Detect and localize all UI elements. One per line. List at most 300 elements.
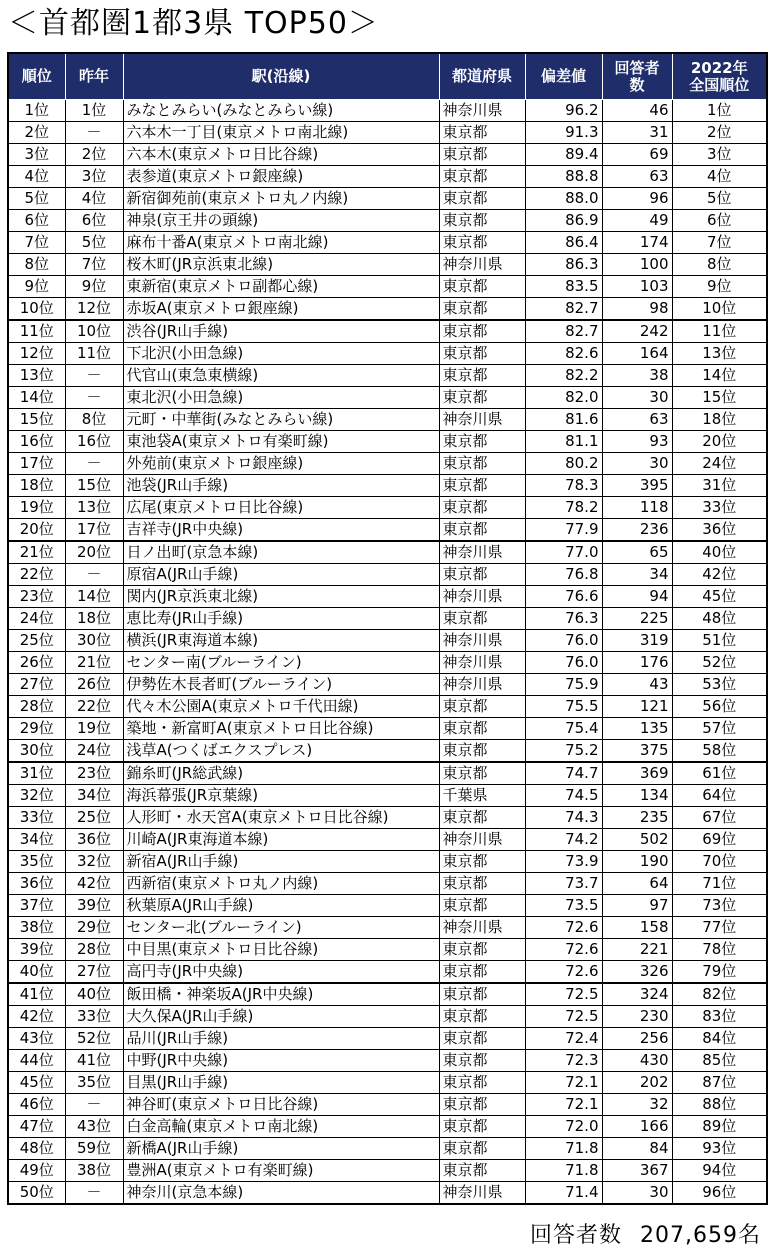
header-respondents: 回答者 数: [602, 53, 672, 100]
national-rank-cell: 70位: [672, 851, 767, 873]
table-row: [8, 762, 767, 785]
table-row: [8, 1072, 767, 1094]
deviation-cell: 75.2: [525, 740, 602, 763]
respondents-cell: 38: [602, 365, 672, 387]
national-rank-cell: 61位: [672, 762, 767, 785]
national-rank-cell: 88位: [672, 1094, 767, 1116]
rank-cell: 6位: [8, 210, 65, 232]
respondents-cell: 176: [602, 652, 672, 674]
station-cell: 東北沢(小田急線): [123, 387, 439, 409]
rank-cell: 19位: [8, 497, 65, 519]
ranking-table: [7, 52, 768, 1205]
last-year-cell: 7位: [65, 254, 123, 276]
station-cell: 神奈川(京急本線): [123, 1182, 439, 1205]
station-cell: 桜木町(JR京浜東北線): [123, 254, 439, 276]
rank-cell: 48位: [8, 1138, 65, 1160]
national-rank-cell: 73位: [672, 895, 767, 917]
deviation-cell: 72.6: [525, 917, 602, 939]
station-cell: 大久保A(JR山手線): [123, 1006, 439, 1028]
rank-cell: 27位: [8, 674, 65, 696]
station-cell: 豊洲A(東京メトロ有楽町線): [123, 1160, 439, 1182]
national-rank-cell: 20位: [672, 431, 767, 453]
respondents-cell: 34: [602, 564, 672, 586]
station-cell: 新宿A(JR山手線): [123, 851, 439, 873]
last-year-cell: 27位: [65, 961, 123, 984]
table-row: [8, 541, 767, 564]
respondents-cell: 49: [602, 210, 672, 232]
rank-cell: 47位: [8, 1116, 65, 1138]
station-cell: 白金高輪(東京メトロ南北線): [123, 1116, 439, 1138]
last-year-cell: 19位: [65, 718, 123, 740]
national-rank-cell: 64位: [672, 785, 767, 807]
deviation-cell: 72.6: [525, 939, 602, 961]
national-rank-cell: 31位: [672, 475, 767, 497]
deviation-cell: 72.3: [525, 1050, 602, 1072]
rank-cell: 16位: [8, 431, 65, 453]
rank-cell: 18位: [8, 475, 65, 497]
prefecture-cell: 東京都: [439, 1072, 525, 1094]
table-row: [8, 917, 767, 939]
table-row: [8, 807, 767, 829]
last-year-cell: 13位: [65, 497, 123, 519]
deviation-cell: 82.7: [525, 298, 602, 321]
respondents-cell: 324: [602, 983, 672, 1006]
respondents-cell: 93: [602, 431, 672, 453]
station-cell: 新橋A(JR山手線): [123, 1138, 439, 1160]
prefecture-cell: 神奈川県: [439, 409, 525, 431]
last-year-cell: 33位: [65, 1006, 123, 1028]
table-row: [8, 1028, 767, 1050]
national-rank-cell: 45位: [672, 586, 767, 608]
station-cell: 池袋(JR山手線): [123, 475, 439, 497]
table-row: [8, 519, 767, 542]
rank-cell: 49位: [8, 1160, 65, 1182]
table-row: [8, 983, 767, 1006]
last-year-cell: －: [65, 365, 123, 387]
station-cell: 元町・中華街(みなとみらい線): [123, 409, 439, 431]
prefecture-cell: 神奈川県: [439, 829, 525, 851]
respondents-cell: 367: [602, 1160, 672, 1182]
national-rank-cell: 9位: [672, 276, 767, 298]
deviation-cell: 73.9: [525, 851, 602, 873]
rank-cell: 38位: [8, 917, 65, 939]
respondents-cell: 134: [602, 785, 672, 807]
respondents-cell: 65: [602, 541, 672, 564]
prefecture-cell: 東京都: [439, 387, 525, 409]
table-row: [8, 365, 767, 387]
last-year-cell: 29位: [65, 917, 123, 939]
table-row: [8, 210, 767, 232]
prefecture-cell: 東京都: [439, 188, 525, 210]
deviation-cell: 81.1: [525, 431, 602, 453]
last-year-cell: 26位: [65, 674, 123, 696]
rank-cell: 5位: [8, 188, 65, 210]
respondents-cell: 164: [602, 343, 672, 365]
deviation-cell: 71.8: [525, 1138, 602, 1160]
prefecture-cell: 東京都: [439, 144, 525, 166]
respondents-cell: 31: [602, 122, 672, 144]
rank-cell: 33位: [8, 807, 65, 829]
prefecture-cell: 東京都: [439, 232, 525, 254]
prefecture-cell: 東京都: [439, 939, 525, 961]
table-row: [8, 1182, 767, 1205]
table-row: [8, 254, 767, 276]
national-rank-cell: 42位: [672, 564, 767, 586]
national-rank-cell: 2位: [672, 122, 767, 144]
rank-cell: 37位: [8, 895, 65, 917]
rank-cell: 36位: [8, 873, 65, 895]
table-row: [8, 387, 767, 409]
table-row: [8, 144, 767, 166]
deviation-cell: 82.7: [525, 320, 602, 343]
station-cell: 錦糸町(JR総武線): [123, 762, 439, 785]
deviation-cell: 96.2: [525, 100, 602, 122]
table-row: [8, 1160, 767, 1182]
station-cell: 関内(JR京浜東北線): [123, 586, 439, 608]
station-cell: 代々木公園A(東京メトロ千代田線): [123, 696, 439, 718]
station-cell: センター南(ブルーライン): [123, 652, 439, 674]
deviation-cell: 72.0: [525, 1116, 602, 1138]
station-cell: 海浜幕張(JR京葉線): [123, 785, 439, 807]
respondents-cell: 96: [602, 188, 672, 210]
prefecture-cell: 東京都: [439, 564, 525, 586]
last-year-cell: 38位: [65, 1160, 123, 1182]
deviation-cell: 72.1: [525, 1072, 602, 1094]
last-year-cell: －: [65, 122, 123, 144]
table-row: [8, 608, 767, 630]
prefecture-cell: 東京都: [439, 122, 525, 144]
rank-cell: 30位: [8, 740, 65, 763]
prefecture-cell: 東京都: [439, 608, 525, 630]
last-year-cell: 23位: [65, 762, 123, 785]
table-row: [8, 409, 767, 431]
national-rank-cell: 14位: [672, 365, 767, 387]
deviation-cell: 71.4: [525, 1182, 602, 1205]
respondents-cell: 174: [602, 232, 672, 254]
last-year-cell: 15位: [65, 475, 123, 497]
last-year-cell: 20位: [65, 541, 123, 564]
deviation-cell: 81.6: [525, 409, 602, 431]
deviation-cell: 74.5: [525, 785, 602, 807]
station-cell: 築地・新富町A(東京メトロ日比谷線): [123, 718, 439, 740]
table-row: [8, 1116, 767, 1138]
deviation-cell: 75.9: [525, 674, 602, 696]
rank-cell: 46位: [8, 1094, 65, 1116]
header-deviation: 偏差値: [525, 53, 602, 100]
prefecture-cell: 東京都: [439, 718, 525, 740]
rank-cell: 1位: [8, 100, 65, 122]
deviation-cell: 76.6: [525, 586, 602, 608]
last-year-cell: 3位: [65, 166, 123, 188]
prefecture-cell: 東京都: [439, 762, 525, 785]
last-year-cell: 41位: [65, 1050, 123, 1072]
rank-cell: 50位: [8, 1182, 65, 1205]
deviation-cell: 82.2: [525, 365, 602, 387]
table-row: [8, 343, 767, 365]
national-rank-cell: 89位: [672, 1116, 767, 1138]
respondents-cell: 202: [602, 1072, 672, 1094]
rank-cell: 34位: [8, 829, 65, 851]
station-cell: 新宿御苑前(東京メトロ丸ノ内線): [123, 188, 439, 210]
deviation-cell: 72.5: [525, 983, 602, 1006]
station-cell: 浅草A(つくばエクスプレス): [123, 740, 439, 763]
deviation-cell: 76.0: [525, 630, 602, 652]
deviation-cell: 91.3: [525, 122, 602, 144]
prefecture-cell: 神奈川県: [439, 630, 525, 652]
national-rank-cell: 87位: [672, 1072, 767, 1094]
rank-cell: 40位: [8, 961, 65, 984]
national-rank-cell: 51位: [672, 630, 767, 652]
header-last-year: 昨年: [65, 53, 123, 100]
national-rank-cell: 78位: [672, 939, 767, 961]
table-row: [8, 1006, 767, 1028]
rank-cell: 20位: [8, 519, 65, 542]
rank-cell: 45位: [8, 1072, 65, 1094]
deviation-cell: 72.5: [525, 1006, 602, 1028]
deviation-cell: 74.2: [525, 829, 602, 851]
deviation-cell: 86.3: [525, 254, 602, 276]
rank-cell: 9位: [8, 276, 65, 298]
deviation-cell: 82.6: [525, 343, 602, 365]
station-cell: 日ノ出町(京急本線): [123, 541, 439, 564]
deviation-cell: 76.3: [525, 608, 602, 630]
national-rank-cell: 94位: [672, 1160, 767, 1182]
rank-cell: 28位: [8, 696, 65, 718]
prefecture-cell: 神奈川県: [439, 917, 525, 939]
prefecture-cell: 東京都: [439, 740, 525, 763]
station-cell: 神泉(京王井の頭線): [123, 210, 439, 232]
rank-cell: 2位: [8, 122, 65, 144]
national-rank-cell: 58位: [672, 740, 767, 763]
last-year-cell: 4位: [65, 188, 123, 210]
station-cell: 中目黒(東京メトロ日比谷線): [123, 939, 439, 961]
national-rank-cell: 79位: [672, 961, 767, 984]
national-rank-cell: 84位: [672, 1028, 767, 1050]
table-row: [8, 895, 767, 917]
station-cell: 神谷町(東京メトロ日比谷線): [123, 1094, 439, 1116]
footer-total: [530, 1218, 761, 1249]
national-rank-cell: 6位: [672, 210, 767, 232]
prefecture-cell: 東京都: [439, 298, 525, 321]
respondents-cell: 502: [602, 829, 672, 851]
rank-cell: 13位: [8, 365, 65, 387]
respondents-cell: 30: [602, 387, 672, 409]
header-row: [8, 53, 767, 100]
station-cell: 目黒(JR山手線): [123, 1072, 439, 1094]
prefecture-cell: 東京都: [439, 320, 525, 343]
table-row: [8, 166, 767, 188]
rank-cell: 24位: [8, 608, 65, 630]
prefecture-cell: 千葉県: [439, 785, 525, 807]
station-cell: 横浜(JR東海道本線): [123, 630, 439, 652]
national-rank-cell: 53位: [672, 674, 767, 696]
table-row: [8, 276, 767, 298]
table-row: [8, 785, 767, 807]
header-station: 駅(沿線): [123, 53, 439, 100]
deviation-cell: 73.5: [525, 895, 602, 917]
national-rank-cell: 77位: [672, 917, 767, 939]
rank-cell: 8位: [8, 254, 65, 276]
table-row: [8, 829, 767, 851]
respondents-cell: 63: [602, 166, 672, 188]
national-rank-cell: 24位: [672, 453, 767, 475]
deviation-cell: 80.2: [525, 453, 602, 475]
prefecture-cell: 東京都: [439, 497, 525, 519]
deviation-cell: 72.1: [525, 1094, 602, 1116]
footer-label: 回答者数: [530, 1223, 623, 1248]
national-rank-cell: 96位: [672, 1182, 767, 1205]
table-row: [8, 100, 767, 122]
respondents-cell: 395: [602, 475, 672, 497]
table-row: [8, 564, 767, 586]
national-rank-cell: 56位: [672, 696, 767, 718]
last-year-cell: 10位: [65, 320, 123, 343]
national-rank-cell: 48位: [672, 608, 767, 630]
respondents-cell: 30: [602, 1182, 672, 1205]
prefecture-cell: 東京都: [439, 1028, 525, 1050]
deviation-cell: 72.4: [525, 1028, 602, 1050]
last-year-cell: 24位: [65, 740, 123, 763]
national-rank-cell: 69位: [672, 829, 767, 851]
respondents-cell: 256: [602, 1028, 672, 1050]
rank-cell: 26位: [8, 652, 65, 674]
deviation-cell: 78.2: [525, 497, 602, 519]
last-year-cell: －: [65, 387, 123, 409]
national-rank-cell: 83位: [672, 1006, 767, 1028]
page-title: ＜首都圏1都3県 TOP50＞: [8, 6, 379, 41]
national-rank-cell: 13位: [672, 343, 767, 365]
respondents-cell: 94: [602, 586, 672, 608]
rank-cell: 32位: [8, 785, 65, 807]
station-cell: 外苑前(東京メトロ銀座線): [123, 453, 439, 475]
national-rank-cell: 4位: [672, 166, 767, 188]
station-cell: 川崎A(JR東海道本線): [123, 829, 439, 851]
rank-cell: 12位: [8, 343, 65, 365]
table-row: [8, 1138, 767, 1160]
rank-cell: 22位: [8, 564, 65, 586]
rank-cell: 23位: [8, 586, 65, 608]
last-year-cell: 39位: [65, 895, 123, 917]
deviation-cell: 77.0: [525, 541, 602, 564]
header-prefecture: 都道府県: [439, 53, 525, 100]
prefecture-cell: 神奈川県: [439, 254, 525, 276]
prefecture-cell: 東京都: [439, 210, 525, 232]
last-year-cell: －: [65, 1182, 123, 1205]
last-year-cell: 21位: [65, 652, 123, 674]
last-year-cell: 16位: [65, 431, 123, 453]
station-cell: 飯田橋・神楽坂A(JR中央線): [123, 983, 439, 1006]
deviation-cell: 76.8: [525, 564, 602, 586]
national-rank-cell: 82位: [672, 983, 767, 1006]
deviation-cell: 86.9: [525, 210, 602, 232]
prefecture-cell: 東京都: [439, 276, 525, 298]
respondents-cell: 69: [602, 144, 672, 166]
station-cell: 人形町・水天宮A(東京メトロ日比谷線): [123, 807, 439, 829]
prefecture-cell: 東京都: [439, 453, 525, 475]
national-rank-cell: 85位: [672, 1050, 767, 1072]
deviation-cell: 83.5: [525, 276, 602, 298]
rank-cell: 25位: [8, 630, 65, 652]
respondents-cell: 242: [602, 320, 672, 343]
station-cell: 広尾(東京メトロ日比谷線): [123, 497, 439, 519]
respondents-cell: 225: [602, 608, 672, 630]
station-cell: 東池袋A(東京メトロ有楽町線): [123, 431, 439, 453]
prefecture-cell: 東京都: [439, 1006, 525, 1028]
station-cell: 赤坂A(東京メトロ銀座線): [123, 298, 439, 321]
station-cell: 東新宿(東京メトロ副都心線): [123, 276, 439, 298]
rank-cell: 44位: [8, 1050, 65, 1072]
respondents-cell: 326: [602, 961, 672, 984]
national-rank-cell: 8位: [672, 254, 767, 276]
prefecture-cell: 東京都: [439, 343, 525, 365]
national-rank-cell: 7位: [672, 232, 767, 254]
last-year-cell: 34位: [65, 785, 123, 807]
table-row: [8, 453, 767, 475]
deviation-cell: 74.7: [525, 762, 602, 785]
national-rank-cell: 18位: [672, 409, 767, 431]
prefecture-cell: 神奈川県: [439, 100, 525, 122]
table-row: [8, 431, 767, 453]
deviation-cell: 73.7: [525, 873, 602, 895]
station-cell: 伊勢佐木長者町(ブルーライン): [123, 674, 439, 696]
table-row: [8, 475, 767, 497]
respondents-cell: 98: [602, 298, 672, 321]
national-rank-cell: 93位: [672, 1138, 767, 1160]
respondents-cell: 64: [602, 873, 672, 895]
last-year-cell: 11位: [65, 343, 123, 365]
last-year-cell: 2位: [65, 144, 123, 166]
deviation-cell: 88.0: [525, 188, 602, 210]
table-row: [8, 873, 767, 895]
last-year-cell: 18位: [65, 608, 123, 630]
rank-cell: 11位: [8, 320, 65, 343]
prefecture-cell: 東京都: [439, 851, 525, 873]
last-year-cell: 40位: [65, 983, 123, 1006]
respondents-cell: 166: [602, 1116, 672, 1138]
respondents-cell: 430: [602, 1050, 672, 1072]
table-row: [8, 1050, 767, 1072]
last-year-cell: 59位: [65, 1138, 123, 1160]
last-year-cell: 14位: [65, 586, 123, 608]
prefecture-cell: 東京都: [439, 961, 525, 984]
rank-cell: 42位: [8, 1006, 65, 1028]
respondents-cell: 100: [602, 254, 672, 276]
last-year-cell: 43位: [65, 1116, 123, 1138]
station-cell: 吉祥寺(JR中央線): [123, 519, 439, 542]
station-cell: 恵比寿(JR山手線): [123, 608, 439, 630]
station-cell: 代官山(東急東横線): [123, 365, 439, 387]
rank-cell: 17位: [8, 453, 65, 475]
table-row: [8, 320, 767, 343]
national-rank-cell: 3位: [672, 144, 767, 166]
last-year-cell: 25位: [65, 807, 123, 829]
table-row: [8, 696, 767, 718]
deviation-cell: 89.4: [525, 144, 602, 166]
last-year-cell: －: [65, 564, 123, 586]
prefecture-cell: 東京都: [439, 431, 525, 453]
respondents-cell: 97: [602, 895, 672, 917]
prefecture-cell: 東京都: [439, 475, 525, 497]
respondents-cell: 118: [602, 497, 672, 519]
rank-cell: 39位: [8, 939, 65, 961]
deviation-cell: 75.5: [525, 696, 602, 718]
table-row: [8, 298, 767, 321]
deviation-cell: 82.0: [525, 387, 602, 409]
respondents-cell: 84: [602, 1138, 672, 1160]
last-year-cell: 17位: [65, 519, 123, 542]
station-cell: 秋葉原A(JR山手線): [123, 895, 439, 917]
prefecture-cell: 東京都: [439, 1094, 525, 1116]
